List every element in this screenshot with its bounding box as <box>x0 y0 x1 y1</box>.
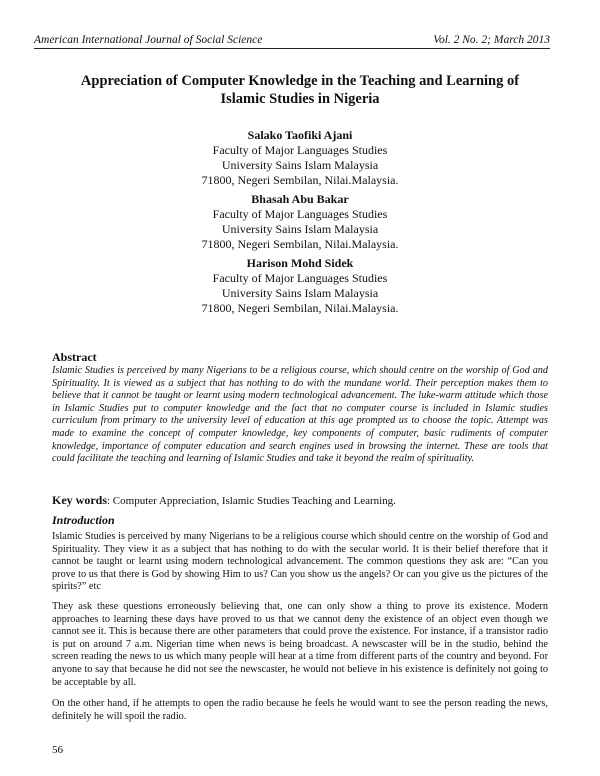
author-university: University Sains Islam Malaysia <box>221 222 379 236</box>
introduction-heading: Introduction <box>52 513 115 527</box>
keywords-text: : Computer Appreciation, Islamic Studies Teaching and Learning. <box>107 495 396 507</box>
body-paragraph: Islamic Studies is perceived by many Nigerians to be a religious course which should centre on the worship of God and Spirituality. They view it as a subject that has nothing to do with the secular world. It is their belief therefore that it cannot be taught or learnt using modern technological advancement. The common questions they ask are: “Can you prove to us that there is God by showing Him to us? Can you show us the angels? Or can you give us the pictures of the spirits?” etc <box>52 531 548 593</box>
issue-info: Vol. 2 No. 2; March 2013 <box>433 34 550 46</box>
header-rule <box>34 48 550 49</box>
keywords-label: Key words <box>52 493 107 507</box>
author-block-1 <box>0 128 600 188</box>
author-name: Bhasah Abu Bakar <box>251 192 349 206</box>
author-university: University Sains Islam Malaysia <box>221 286 379 300</box>
abstract-text: Islamic Studies is perceived by many Nigerians to be a religious course, which should centre on the worship of God and Spirituality. It is viewed as a subject that has nothing to do with the mundane world. Their perception makes them to believe that it cannot be taught or learnt using modern technological advancement. The luke-warm attitude which those in Islamic Studies put to computer knowledge and the fact that no computer course is included in Islamic studies curriculum from primary to the university level of education at this age prompted us to choose the topic. Attempt was made to examine the concept of computer knowledge, key components of computer, basic rudiments of computer knowledge, importance of computer education and search engines used in browsing the internet. These are tools that could facilitate the teaching and learning of Islamic Studies and take it beyond the realm of spirituality. <box>52 365 548 465</box>
author-affiliation: Faculty of Major Languages Studies <box>212 271 388 285</box>
body-paragraph: They ask these questions erroneously believing that, one can only show a thing to prove its existence. Modern approaches to learning these days have proved to us that we cannot deny the existence of an object even though we cannot see it. This is because there are other parameters that could prove the existence. For instance, if a transistor radio is put on around 7 a.m. Nigerian time when news is being broadcast. A newscaster will be in the studio, behind the screen reading the news to us which many people will hear at a time from different parts of the country and beyond. For anyone to say that because he did not see the newscaster, he would not believe in his existence is definitely not going to be acceptable by all. <box>52 601 548 688</box>
author-affiliation: Faculty of Major Languages Studies <box>212 143 388 157</box>
paper-title: Appreciation of Computer Knowledge in the Teaching and Learning of Islamic Studies in Nigeria <box>80 73 520 107</box>
author-block-3 <box>0 256 600 316</box>
page-number: 56 <box>52 744 63 756</box>
author-university: University Sains Islam Malaysia <box>221 158 379 172</box>
keywords-line <box>52 493 548 508</box>
author-name: Harison Mohd Sidek <box>246 256 354 270</box>
abstract-heading: Abstract <box>52 350 97 364</box>
author-name: Salako Taofiki Ajani <box>247 128 353 142</box>
body-paragraph: On the other hand, if he attempts to open the radio because he feels he would want to see the person reading the news, definitely he will spoil the radio. <box>52 698 548 722</box>
author-address: 71800, Negeri Sembilan, Nilai.Malaysia. <box>201 237 399 251</box>
author-address: 71800, Negeri Sembilan, Nilai.Malaysia. <box>201 173 399 187</box>
author-block-2 <box>0 192 600 252</box>
journal-name: American International Journal of Social Science <box>34 34 263 46</box>
author-address: 71800, Negeri Sembilan, Nilai.Malaysia. <box>201 301 399 315</box>
author-affiliation: Faculty of Major Languages Studies <box>212 207 388 221</box>
running-header <box>34 34 550 46</box>
